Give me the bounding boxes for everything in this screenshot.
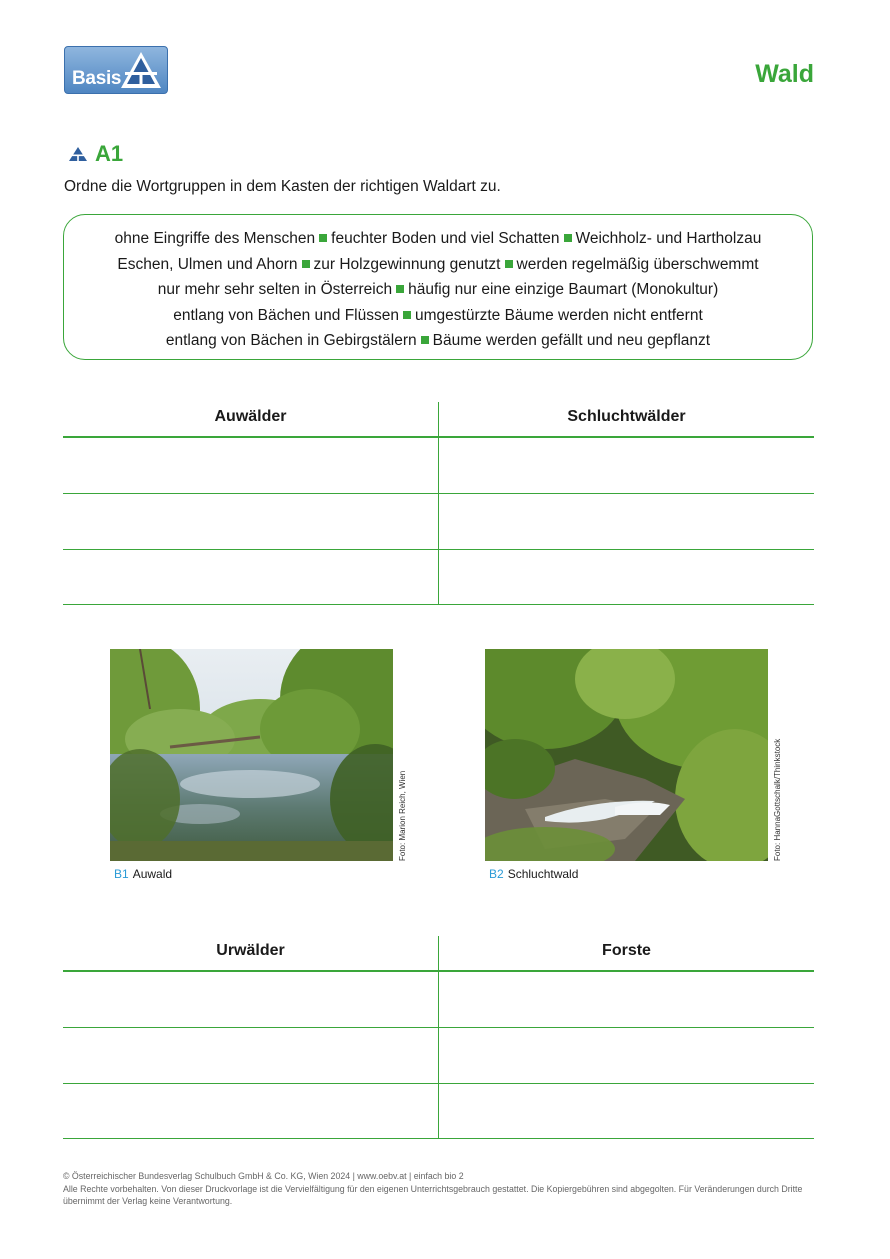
- word-group: Bäume werden gefällt und neu gepflanzt: [432, 332, 711, 349]
- task-instruction: Ordne die Wortgruppen in dem Kasten der richtigen Waldart zu.: [64, 178, 501, 195]
- task-label: A1: [95, 141, 124, 166]
- word-box-line: [64, 328, 812, 354]
- photo-schluchtwald: [485, 649, 768, 861]
- figure-number: B2: [489, 867, 504, 881]
- separator-square-icon: [302, 260, 310, 268]
- basis-logo: [64, 46, 168, 94]
- logo-text: Basis: [72, 68, 122, 89]
- figure-number: B1: [114, 867, 129, 881]
- separator-square-icon: [505, 260, 513, 268]
- answer-cell-auwaelder-3[interactable]: [63, 550, 438, 605]
- word-box: [63, 214, 813, 360]
- word-group: entlang von Bächen in Gebirgstälern: [165, 332, 417, 349]
- word-group: häufig nur eine einzige Baumart (Monokultur): [408, 281, 719, 298]
- separator-square-icon: [319, 234, 327, 242]
- footer: [63, 1170, 823, 1208]
- separator-square-icon: [396, 285, 404, 293]
- answer-cell-schluchtwaelder-3[interactable]: [439, 550, 814, 605]
- word-group: ohne Eingriffe des Menschen: [114, 230, 316, 247]
- answer-cell-urwaelder-3[interactable]: [63, 1084, 438, 1139]
- separator-square-icon: [564, 234, 572, 242]
- row-rule: [63, 1138, 814, 1139]
- figure-caption-b1: [114, 867, 172, 881]
- photo-credit: Foto: Marion Reich, Wien: [398, 770, 407, 861]
- word-group: Weichholz- und Hartholzau: [575, 230, 762, 247]
- answer-cell-schluchtwaelder-2[interactable]: [439, 494, 814, 549]
- answer-cell-auwaelder-2[interactable]: [63, 494, 438, 549]
- forest-table-1: [63, 402, 814, 605]
- answer-cell-forste-2[interactable]: [439, 1028, 814, 1083]
- row-rule: [63, 604, 814, 605]
- answer-cell-urwaelder-1[interactable]: [63, 972, 438, 1027]
- word-group: nur mehr sehr selten in Österreich: [157, 281, 393, 298]
- answer-cell-schluchtwaelder-1[interactable]: [439, 438, 814, 493]
- word-group: umgestürzte Bäume werden nicht entfernt: [415, 306, 703, 324]
- column-header-schluchtwaelder: Schluchtwälder: [567, 408, 686, 425]
- figure-caption-text: Schluchtwald: [507, 867, 579, 881]
- footer-copyright: © Österreichischer Bundesverlag Schulbuch GmbH & Co. KG, Wien 2024 | www.oebv.at | einfach bio 2: [63, 1171, 464, 1181]
- answer-cell-forste-1[interactable]: [439, 972, 814, 1027]
- photo-auwald: [110, 649, 393, 861]
- level-triangle-icon: [68, 146, 88, 162]
- triangle-logo-icon: [119, 50, 163, 90]
- page-title: Wald: [755, 60, 814, 88]
- column-header-forste: Forste: [602, 942, 651, 959]
- word-group: werden regelmäßig überschwemmt: [516, 255, 759, 273]
- separator-square-icon: [403, 311, 411, 319]
- answer-cell-forste-3[interactable]: [439, 1084, 814, 1139]
- figure-caption-text: Auwald: [132, 867, 173, 881]
- word-box-line: [64, 226, 812, 252]
- answer-cell-urwaelder-2[interactable]: [63, 1028, 438, 1083]
- word-group: Eschen, Ulmen und Ahorn: [117, 255, 298, 273]
- word-group: feuchter Boden und viel Schatten: [331, 230, 560, 247]
- word-box-line: [64, 277, 812, 303]
- forest-table-2: [63, 936, 814, 1139]
- word-box-line: [64, 303, 812, 329]
- photo-credit: Foto: HannaGottschalk/Thinkstock: [773, 738, 782, 861]
- word-group: zur Holzgewinnung genutzt: [313, 255, 501, 273]
- footer-rights: Alle Rechte vorbehalten. Von dieser Druckvorlage ist die Vervielfältigung für den eigenen Unterrichtsgebrauch gestattet. Die Kopiergebühren sind abgegolten. Für Veränderungen durch Dritte übernimmt der Verlag keine Verantwortung.: [63, 1183, 803, 1206]
- word-box-line: [64, 252, 812, 278]
- figure-caption-b2: [489, 867, 578, 881]
- column-header-urwaelder: Urwälder: [216, 942, 285, 959]
- column-header-auwaelder: Auwälder: [214, 408, 287, 425]
- separator-square-icon: [421, 336, 429, 344]
- word-group: entlang von Bächen und Flüssen: [173, 306, 399, 324]
- answer-cell-auwaelder-1[interactable]: [63, 438, 438, 493]
